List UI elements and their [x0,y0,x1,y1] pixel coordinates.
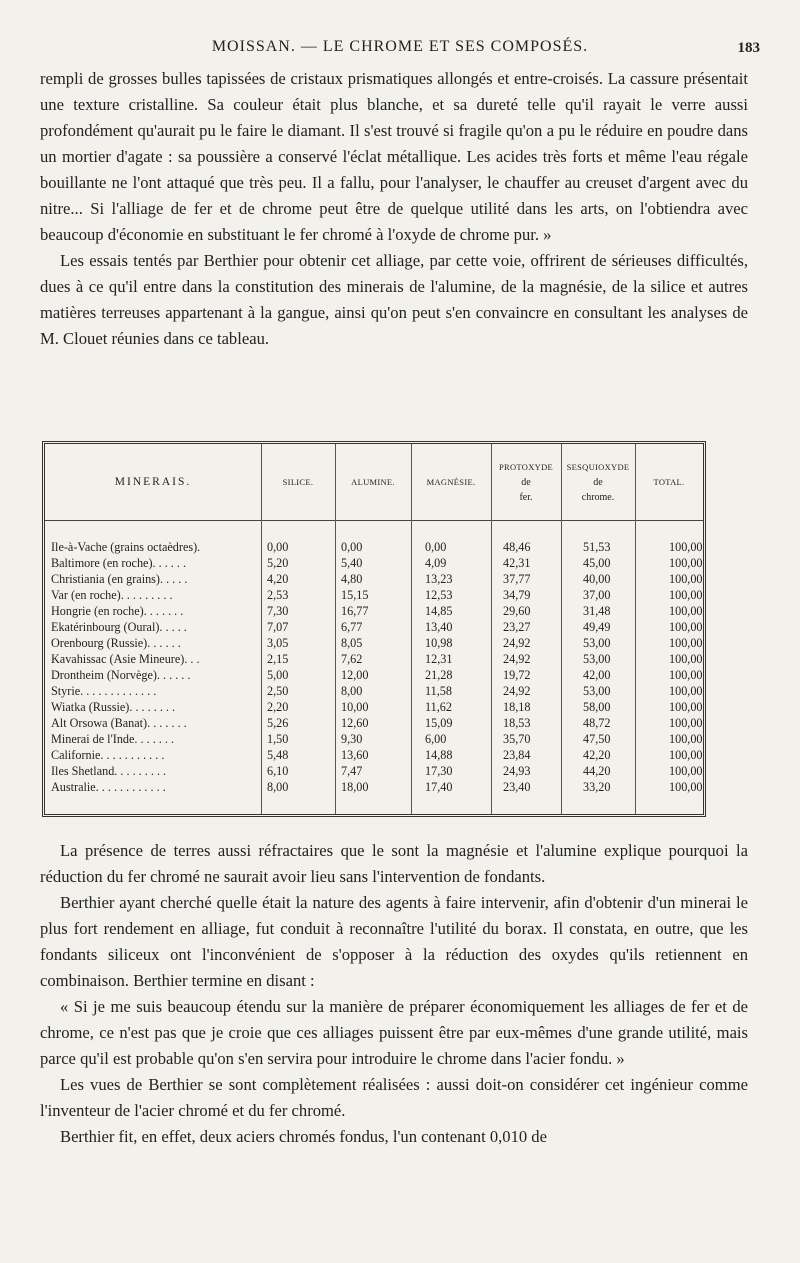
paragraph: La présence de terres aussi réfractaires que le sont la magnésie et l'alumine explique pourquoi la réduction du fer chromé ne saurait avoir lieu sans l'intervention de fondants. [40,841,748,886]
mineral-name: Minerai de l'Inde. . . . . . . [51,732,175,746]
table-row [45,571,703,587]
magnesie-value: 21,28 [425,668,453,682]
silice-value: 4,20 [267,572,289,586]
table-row [45,587,703,603]
table-row [45,619,703,635]
table-row [45,635,703,651]
protoxyde-value: 23,84 [503,748,531,762]
mineral-name: Orenbourg (Russie). . . . . . [51,636,181,650]
table-row [45,747,703,763]
alumine-value: 12,00 [341,668,369,682]
total-value: 100,00 [669,540,703,554]
magnesie-value: 15,09 [425,716,453,730]
protoxyde-value: 18,18 [503,700,531,714]
silice-value: 2,53 [267,588,289,602]
top-text-block [40,66,748,352]
protoxyde-value: 37,77 [503,572,531,586]
bottom-text-block [40,838,748,1150]
alumine-value: 10,00 [341,700,369,714]
header-protoxyde-line2: de [521,476,531,488]
header-alumine: ALUMINE. [351,476,395,487]
silice-value: 5,48 [267,748,289,762]
running-header [40,38,760,62]
magnesie-value: 11,58 [425,684,452,698]
magnesie-value: 14,85 [425,604,453,618]
alumine-value: 9,30 [341,732,363,746]
alumine-value: 12,60 [341,716,369,730]
silice-value: 0,00 [267,540,289,554]
table-row [45,763,703,779]
minerals-analysis-table [42,441,706,817]
silice-value: 5,20 [267,556,289,570]
alumine-value: 8,00 [341,684,363,698]
alumine-value: 16,77 [341,604,369,618]
magnesie-value: 14,88 [425,748,453,762]
protoxyde-value: 18,53 [503,716,531,730]
paragraph: Berthier ayant cherché quelle était la nature des agents à faire intervenir, afin d'obtenir d'un minerai le plus fort rendement en alliage, fut conduit à reconnaître l'utilité du borax. Il constata, en outre, que les fondants siliceux ont l'inconvénient de s'opposer à la réduction des oxydes qu'ils retiennent en combinaison. Berthier termine en disant : [40,893,748,990]
mineral-name: Californie. . . . . . . . . . . [51,748,165,762]
paragraph: rempli de grosses bulles tapissées de cristaux prismatiques allongés et entre-croisés. La cassure présentait une texture cristalline. Sa couleur était plus blanche, et sa dureté telle qu'il rayait le verre aussi profondément qu'aurait pu le faire le diamant. Il s'est trouvé si fragile qu'on a pu le réduire en poudre dans un mortier d'agate : sa poussière a conservé l'éclat métallique. Les acides très forts et même l'eau régale bouillante ne l'ont attaqué que très peu. Il a fallu, pour l'analyser, le chauffer au creuset d'argent avec du nitre... Si l'alliage de fer et de chrome peut être de quelque utilité dans les arts, on l'obtiendra avec beaucoup d'économie en substituant le fer chromé à l'oxyde de chrome pur. » [40,69,748,244]
table-body [45,539,703,795]
protoxyde-value: 29,60 [503,604,531,618]
total-value: 100,00 [669,764,703,778]
sesquioxyde-value: 40,00 [583,572,611,586]
magnesie-value: 13,23 [425,572,453,586]
table-row [45,555,703,571]
header-protoxyde-line1: PROTOXYDE [498,461,554,472]
mineral-name: Styrie. . . . . . . . . . . . . [51,684,157,698]
header-sesqui-line3: chrome. [581,491,615,503]
silice-value: 1,50 [267,732,289,746]
page-number: 183 [737,40,760,56]
alumine-value: 8,05 [341,636,363,650]
total-value: 100,00 [669,652,703,666]
protoxyde-value: 23,40 [503,780,531,794]
header-protoxyde-line3: fer. [519,491,533,503]
total-value: 100,00 [669,780,703,794]
sesquioxyde-value: 45,00 [583,556,611,570]
alumine-value: 7,62 [341,652,363,666]
header-silice: SILICE. [282,476,314,487]
protoxyde-value: 19,72 [503,668,531,682]
magnesie-value: 17,30 [425,764,453,778]
protoxyde-value: 24,92 [503,652,531,666]
table-row [45,699,703,715]
alumine-value: 6,77 [341,620,363,634]
header-sesqui-line2: de [593,476,603,488]
alumine-value: 5,40 [341,556,363,570]
alumine-value: 7,47 [341,764,363,778]
silice-value: 2,20 [267,700,289,714]
sesquioxyde-value: 47,50 [583,732,611,746]
mineral-name: Baltimore (en roche). . . . . . [51,556,187,570]
magnesie-value: 0,00 [425,540,447,554]
protoxyde-value: 24,92 [503,684,531,698]
mineral-name: Ekatérinbourg (Oural). . . . . [51,620,187,634]
silice-value: 8,00 [267,780,289,794]
protoxyde-value: 34,79 [503,588,531,602]
silice-value: 7,30 [267,604,289,618]
table-row [45,731,703,747]
table-row [45,683,703,699]
sesquioxyde-value: 53,00 [583,636,611,650]
total-value: 100,00 [669,572,703,586]
sesquioxyde-value: 51,53 [583,540,611,554]
header-minerais: MINERAIS. [114,475,192,488]
mineral-name: Australie. . . . . . . . . . . . [51,780,166,794]
table-row [45,539,703,555]
header-magnesie: MAGNÉSIE. [426,476,476,487]
sesquioxyde-value: 37,00 [583,588,611,602]
mineral-name: Drontheim (Norvège). . . . . . [51,668,191,682]
magnesie-value: 11,62 [425,700,452,714]
paragraph: Les essais tentés par Berthier pour obtenir cet alliage, par cette voie, offrirent de sérieuses difficultés, dues à ce qu'il entre dans la constitution des minerais de l'alumine, de la magnésie, de la silice et autres matières terreuses appartenant à la gangue, ainsi qu'on peut s'en convaincre en consultant les analyses de M. Clouet réunies dans ce tableau. [40,251,748,348]
protoxyde-value: 24,93 [503,764,531,778]
total-value: 100,00 [669,636,703,650]
sesquioxyde-value: 42,20 [583,748,611,762]
mineral-name: Kavahissac (Asie Mineure). . . [51,652,200,666]
sesquioxyde-value: 53,00 [583,684,611,698]
paragraph: Les vues de Berthier se sont complètement réalisées : aussi doit-on considérer cet ingénieur comme l'inventeur de l'acier chromé et du fer chromé. [40,1075,748,1120]
total-value: 100,00 [669,588,703,602]
silice-value: 2,50 [267,684,289,698]
table-row [45,667,703,683]
protoxyde-value: 23,27 [503,620,531,634]
silice-value: 3,05 [267,636,289,650]
magnesie-value: 6,00 [425,732,447,746]
sesquioxyde-value: 58,00 [583,700,611,714]
sesquioxyde-value: 48,72 [583,716,611,730]
alumine-value: 4,80 [341,572,363,586]
magnesie-value: 4,09 [425,556,447,570]
mineral-name: Hongrie (en roche). . . . . . . [51,604,184,618]
total-value: 100,00 [669,732,703,746]
total-value: 100,00 [669,604,703,618]
silice-value: 5,00 [267,668,289,682]
magnesie-value: 12,53 [425,588,453,602]
mineral-name: Christiania (en grains). . . . . [51,572,188,586]
silice-value: 2,15 [267,652,289,666]
mineral-name: Wiatka (Russie). . . . . . . . [51,700,176,714]
paragraph: « Si je me suis beaucoup étendu sur la manière de préparer économiquement les alliages de fer et de chrome, ce n'est pas que je croie que ces alliages puissent être par eux-mêmes d'une grande utilité, mais parce qu'il est probable qu'on s'en servira pour introduire le chrome dans l'acier fondu. » [40,997,748,1068]
alumine-value: 15,15 [341,588,369,602]
total-value: 100,00 [669,700,703,714]
total-value: 100,00 [669,684,703,698]
mineral-name: Var (en roche). . . . . . . . . [51,588,173,602]
mineral-name: Iles Shetland. . . . . . . . . [51,764,167,778]
magnesie-value: 12,31 [425,652,453,666]
alumine-value: 13,60 [341,748,369,762]
header-total: TOTAL. [653,476,685,487]
alumine-value: 18,00 [341,780,369,794]
table-row [45,715,703,731]
sesquioxyde-value: 53,00 [583,652,611,666]
sesquioxyde-value: 44,20 [583,764,611,778]
table-row [45,603,703,619]
mineral-name: Ile-à-Vache (grains octaèdres). [51,540,201,554]
total-value: 100,00 [669,748,703,762]
protoxyde-value: 24,92 [503,636,531,650]
header-protoxyde [491,444,561,520]
magnesie-value: 13,40 [425,620,453,634]
running-title: MOISSAN. — LE CHROME ET SES COMPOSÉS. [211,38,589,55]
total-value: 100,00 [669,668,703,682]
protoxyde-value: 42,31 [503,556,531,570]
silice-value: 5,26 [267,716,289,730]
mineral-name: Alt Orsowa (Banat). . . . . . . [51,716,187,730]
paragraph: Berthier fit, en effet, deux aciers chromés fondus, l'un contenant 0,010 de [60,1127,547,1146]
alumine-value: 0,00 [341,540,363,554]
sesquioxyde-value: 31,48 [583,604,611,618]
protoxyde-value: 48,46 [503,540,531,554]
total-value: 100,00 [669,556,703,570]
sesquioxyde-value: 42,00 [583,668,611,682]
silice-value: 7,07 [267,620,289,634]
protoxyde-value: 35,70 [503,732,531,746]
header-sesquioxyde [561,444,635,520]
magnesie-value: 10,98 [425,636,453,650]
total-value: 100,00 [669,716,703,730]
table-row [45,779,703,795]
total-value: 100,00 [669,620,703,634]
sesquioxyde-value: 33,20 [583,780,611,794]
table-row [45,651,703,667]
header-sesqui-line1: SESQUIOXYDE [566,461,630,472]
table-header [45,444,703,521]
sesquioxyde-value: 49,49 [583,620,611,634]
silice-value: 6,10 [267,764,289,778]
magnesie-value: 17,40 [425,780,453,794]
